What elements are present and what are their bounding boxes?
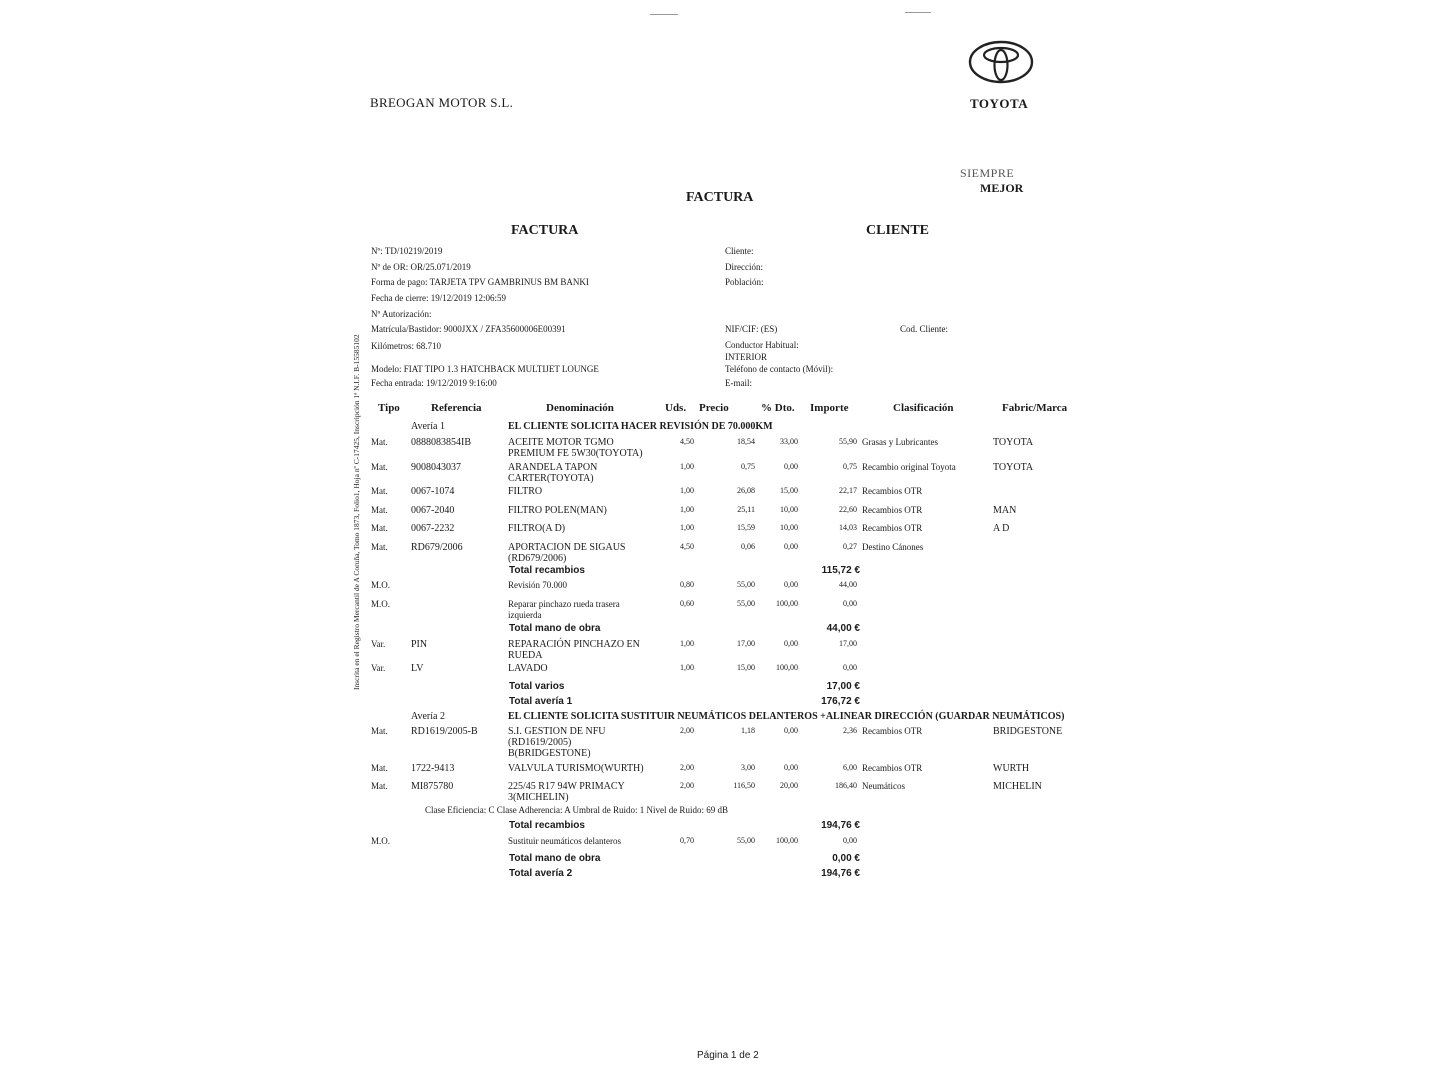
col-dto: % Dto. bbox=[761, 402, 795, 414]
cell-denominacion: RUEDA bbox=[508, 650, 543, 661]
col-clasificacion: Clasificación bbox=[893, 402, 954, 414]
cell-uds: 1,00 bbox=[680, 639, 694, 648]
cell-precio: 55,00 bbox=[737, 599, 755, 608]
invoice-number: Nº: TD/10219/2019 bbox=[371, 246, 443, 256]
cell-tipo: Mat. bbox=[371, 523, 388, 533]
cell-dto: 0,00 bbox=[784, 639, 798, 648]
cell-clasificacion: Grasas y Lubricantes bbox=[862, 437, 938, 447]
total-label: Total mano de obra bbox=[509, 853, 601, 864]
cell-dto: 100,00 bbox=[776, 599, 798, 608]
cell-importe: 0,00 bbox=[843, 663, 857, 672]
col-marca: Fabric/Marca bbox=[1002, 402, 1068, 414]
cell-importe: 0,00 bbox=[843, 599, 857, 608]
cell-denominacion: APORTACION DE SIGAUS bbox=[508, 542, 626, 553]
cell-tipo: Mat. bbox=[371, 781, 388, 791]
cell-tipo: Mat. bbox=[371, 726, 388, 736]
cell-importe: 17,00 bbox=[839, 639, 857, 648]
cell-denominacion: 3(MICHELIN) bbox=[508, 792, 569, 803]
cell-precio: 0,06 bbox=[741, 542, 755, 551]
toyota-logo-icon bbox=[968, 40, 1034, 84]
cell-precio: 1,18 bbox=[741, 726, 755, 735]
cell-precio: 3,00 bbox=[741, 763, 755, 772]
cell-dto: 0,00 bbox=[784, 462, 798, 471]
total-value: 44,00 € bbox=[826, 623, 860, 634]
authorization: Nº Autorización: bbox=[371, 309, 432, 319]
col-uds: Uds. bbox=[665, 402, 687, 414]
payment-method: Forma de pago: TARJETA TPV GAMBRINUS BM BANKI bbox=[371, 277, 589, 287]
plate-vin: Matrícula/Bastidor: 9000JXX / ZFA35600006E00391 bbox=[371, 324, 566, 334]
averia-description: EL CLIENTE SOLICITA SUSTITUIR NEUMÁTICOS DELANTEROS +ALINEAR DIRECCIÓN (GUARDAR NEUMÁTICOS) bbox=[508, 711, 1065, 722]
cell-denominacion: 225/45 R17 94W PRIMACY bbox=[508, 781, 625, 792]
cell-tipo: M.O. bbox=[371, 599, 391, 609]
cell-referencia: 9008043037 bbox=[411, 462, 461, 473]
cell-referencia: PIN bbox=[411, 639, 428, 650]
averia-label: Avería 2 bbox=[411, 711, 445, 722]
cell-precio: 15,59 bbox=[737, 523, 755, 532]
cell-denominacion: Reparar pinchazo rueda trasera bbox=[508, 599, 620, 609]
total-label: Total avería 1 bbox=[509, 696, 573, 707]
cell-importe: 0,75 bbox=[843, 462, 857, 471]
cell-tipo: Mat. bbox=[371, 763, 388, 773]
cell-tipo: Mat. bbox=[371, 505, 388, 515]
driver-label: Conductor Habitual: bbox=[725, 340, 799, 350]
cell-denominacion: Sustituir neumáticos delanteros bbox=[508, 836, 621, 846]
cell-dto: 10,00 bbox=[780, 505, 798, 514]
total-value: 17,00 € bbox=[826, 681, 860, 692]
cell-denominacion: ARANDELA TAPON bbox=[508, 462, 598, 473]
cell-uds: 4,50 bbox=[680, 542, 694, 551]
cell-importe: 55,90 bbox=[839, 437, 857, 446]
cell-denominacion: PREMIUM FE 5W30(TOYOTA) bbox=[508, 448, 643, 459]
cell-clasificacion: Recambios OTR bbox=[862, 486, 923, 496]
col-tipo: Tipo bbox=[378, 402, 400, 414]
cell-importe: 0,00 bbox=[843, 836, 857, 845]
cell-dto: 0,00 bbox=[784, 763, 798, 772]
entry-date: Fecha entrada: 19/12/2019 9:16:00 bbox=[371, 378, 497, 388]
cell-referencia: 0888083854IB bbox=[411, 437, 471, 448]
cell-importe: 22,17 bbox=[839, 486, 857, 495]
cell-dto: 10,00 bbox=[780, 523, 798, 532]
col-importe: Importe bbox=[810, 402, 849, 414]
cell-denominacion: izquierda bbox=[508, 610, 542, 620]
cell-importe: 22,60 bbox=[839, 505, 857, 514]
cell-uds: 1,00 bbox=[680, 462, 694, 471]
address-label: Dirección: bbox=[725, 262, 763, 272]
cell-uds: 2,00 bbox=[680, 763, 694, 772]
cell-uds: 1,00 bbox=[680, 486, 694, 495]
cell-clasificacion: Destino Cánones bbox=[862, 542, 924, 552]
cell-tipo: Var. bbox=[371, 663, 386, 673]
cell-denominacion: B(BRIDGESTONE) bbox=[508, 748, 591, 759]
cell-uds: 1,00 bbox=[680, 505, 694, 514]
cell-marca: A D bbox=[993, 523, 1010, 534]
cell-denominacion: FILTRO bbox=[508, 486, 543, 497]
cell-dto: 20,00 bbox=[780, 781, 798, 790]
cell-dto: 33,00 bbox=[780, 437, 798, 446]
averia-description: EL CLIENTE SOLICITA HACER REVISIÓN DE 70.000KM bbox=[508, 421, 773, 432]
cell-clasificacion: Neumáticos bbox=[862, 781, 905, 791]
total-label: Total varios bbox=[509, 681, 565, 692]
cell-precio: 55,00 bbox=[737, 580, 755, 589]
cell-uds: 0,70 bbox=[680, 836, 694, 845]
cell-denominacion: S.I. GESTION DE NFU bbox=[508, 726, 606, 737]
cell-denominacion: FILTRO(A D) bbox=[508, 523, 566, 534]
cell-clasificacion: Recambios OTR bbox=[862, 523, 923, 533]
cell-importe: 0,27 bbox=[843, 542, 857, 551]
cell-denominacion: CARTER(TOYOTA) bbox=[508, 473, 594, 484]
cell-referencia: LV bbox=[411, 663, 424, 674]
cell-marca: MAN bbox=[993, 505, 1017, 516]
cell-dto: 100,00 bbox=[776, 836, 798, 845]
cell-referencia: 1722-9413 bbox=[411, 763, 455, 774]
cell-uds: 1,00 bbox=[680, 523, 694, 532]
cell-tipo: M.O. bbox=[371, 836, 391, 846]
cell-precio: 26,08 bbox=[737, 486, 755, 495]
slogan-line-2: MEJOR bbox=[980, 181, 1024, 195]
cell-clasificacion: Recambios OTR bbox=[862, 763, 923, 773]
cell-denominacion: (RD679/2006) bbox=[508, 553, 567, 564]
cell-importe: 14,03 bbox=[839, 523, 857, 532]
scan-speck bbox=[650, 14, 678, 15]
cell-tipo: M.O. bbox=[371, 580, 391, 590]
brand-name: TOYOTA bbox=[970, 96, 1029, 111]
cell-precio: 18,54 bbox=[737, 437, 755, 446]
col-referencia: Referencia bbox=[431, 402, 482, 414]
cell-uds: 0,60 bbox=[680, 599, 694, 608]
cell-clasificacion: Recambios OTR bbox=[862, 726, 923, 736]
total-label: Total recambios bbox=[509, 820, 585, 831]
cell-denominacion: FILTRO POLEN(MAN) bbox=[508, 505, 607, 516]
client-code-label: Cod. Cliente: bbox=[900, 324, 948, 334]
scan-speck bbox=[905, 12, 931, 13]
cell-tipo: Var. bbox=[371, 639, 386, 649]
cell-dto: 0,00 bbox=[784, 726, 798, 735]
cell-precio: 116,50 bbox=[733, 781, 755, 790]
cell-referencia: 0067-1074 bbox=[411, 486, 455, 497]
cell-precio: 25,11 bbox=[737, 505, 755, 514]
cell-marca: WURTH bbox=[993, 763, 1030, 774]
cell-referencia: 0067-2040 bbox=[411, 505, 455, 516]
col-precio: Precio bbox=[699, 402, 729, 414]
town-label: Población: bbox=[725, 277, 764, 287]
cell-importe: 2,36 bbox=[843, 726, 857, 735]
nif-label: NIF/CIF: (ES) bbox=[725, 324, 778, 334]
cell-denominacion: REPARACIÓN PINCHAZO EN bbox=[508, 639, 640, 650]
cell-clasificacion: Recambios OTR bbox=[862, 505, 923, 515]
cell-denominacion: ACEITE MOTOR TGMO bbox=[508, 437, 614, 448]
cell-uds: 1,00 bbox=[680, 663, 694, 672]
cell-uds: 4,50 bbox=[680, 437, 694, 446]
cell-dto: 15,00 bbox=[780, 486, 798, 495]
or-number: Nº de OR: OR/25.071/2019 bbox=[371, 262, 471, 272]
cell-referencia: RD679/2006 bbox=[411, 542, 463, 553]
col-denominacion: Denominación bbox=[546, 402, 614, 414]
section-cliente: CLIENTE bbox=[866, 223, 930, 238]
client-label: Cliente: bbox=[725, 246, 754, 256]
averia-label: Avería 1 bbox=[411, 421, 445, 432]
cell-importe: 186,40 bbox=[835, 781, 857, 790]
cell-importe: 6,00 bbox=[843, 763, 857, 772]
cell-denominacion: (RD1619/2005) bbox=[508, 737, 572, 748]
cell-uds: 2,00 bbox=[680, 726, 694, 735]
registry-note: Inscrita en el Registro Mercantil de A Coruña, Tomo 1873, Folio1, Hoja nº C-17425, Inscripción 1ª N.I.F. B-15585102 bbox=[352, 334, 361, 690]
cell-precio: 55,00 bbox=[737, 836, 755, 845]
slogan-line-1: SIEMPRE bbox=[960, 166, 1015, 180]
total-value: 115,72 € bbox=[821, 565, 860, 576]
cell-marca: MICHELIN bbox=[993, 781, 1042, 792]
cell-marca: BRIDGESTONE bbox=[993, 726, 1063, 737]
cell-dto: 0,00 bbox=[784, 542, 798, 551]
section-factura: FACTURA bbox=[511, 223, 579, 238]
total-label: Total recambios bbox=[509, 565, 585, 576]
total-value: 0,00 € bbox=[832, 853, 860, 864]
cell-denominacion: LAVADO bbox=[508, 663, 548, 674]
cell-marca: TOYOTA bbox=[993, 462, 1034, 473]
document-title: FACTURA bbox=[686, 190, 754, 205]
cell-tipo: Mat. bbox=[371, 462, 388, 472]
cell-referencia: MI875780 bbox=[411, 781, 454, 792]
total-value: 194,76 € bbox=[821, 868, 860, 879]
driver-value: INTERIOR bbox=[725, 352, 767, 362]
email-label: E-mail: bbox=[725, 378, 752, 388]
cell-denominacion: VALVULA TURISMO(WURTH) bbox=[508, 763, 644, 774]
cell-denominacion: Revisión 70.000 bbox=[508, 580, 568, 590]
cell-tipo: Mat. bbox=[371, 437, 388, 447]
cell-referencia: 0067-2232 bbox=[411, 523, 455, 534]
cell-marca: TOYOTA bbox=[993, 437, 1034, 448]
cell-tipo: Mat. bbox=[371, 542, 388, 552]
cell-tipo: Mat. bbox=[371, 486, 388, 496]
vehicle-model: Modelo: FIAT TIPO 1.3 HATCHBACK MULTIJET LOUNGE bbox=[371, 364, 599, 374]
cell-uds: 2,00 bbox=[680, 781, 694, 790]
phone-label: Teléfono de contacto (Móvil): bbox=[725, 364, 834, 374]
cell-referencia: RD1619/2005-B bbox=[411, 726, 478, 737]
cell-precio: 17,00 bbox=[737, 639, 755, 648]
cell-clasificacion: Recambio original Toyota bbox=[862, 462, 956, 472]
close-date: Fecha de cierre: 19/12/2019 12:06:59 bbox=[371, 293, 506, 303]
kilometers: Kilómetros: 68.710 bbox=[371, 341, 441, 351]
total-value: 176,72 € bbox=[821, 696, 860, 707]
cell-precio: 0,75 bbox=[741, 462, 755, 471]
tyre-label-info: Clase Eficiencia: C Clase Adherencia: A Umbral de Ruido: 1 Nivel de Ruido: 69 dB bbox=[425, 805, 728, 815]
cell-precio: 15,00 bbox=[737, 663, 755, 672]
total-label: Total avería 2 bbox=[509, 868, 573, 879]
total-label: Total mano de obra bbox=[509, 623, 601, 634]
cell-dto: 100,00 bbox=[776, 663, 798, 672]
page-number: Página 1 de 2 bbox=[697, 1050, 759, 1061]
cell-uds: 0,80 bbox=[680, 580, 694, 589]
company-name: BREOGAN MOTOR S.L. bbox=[370, 95, 514, 110]
total-value: 194,76 € bbox=[821, 820, 860, 831]
cell-importe: 44,00 bbox=[839, 580, 857, 589]
cell-dto: 0,00 bbox=[784, 580, 798, 589]
